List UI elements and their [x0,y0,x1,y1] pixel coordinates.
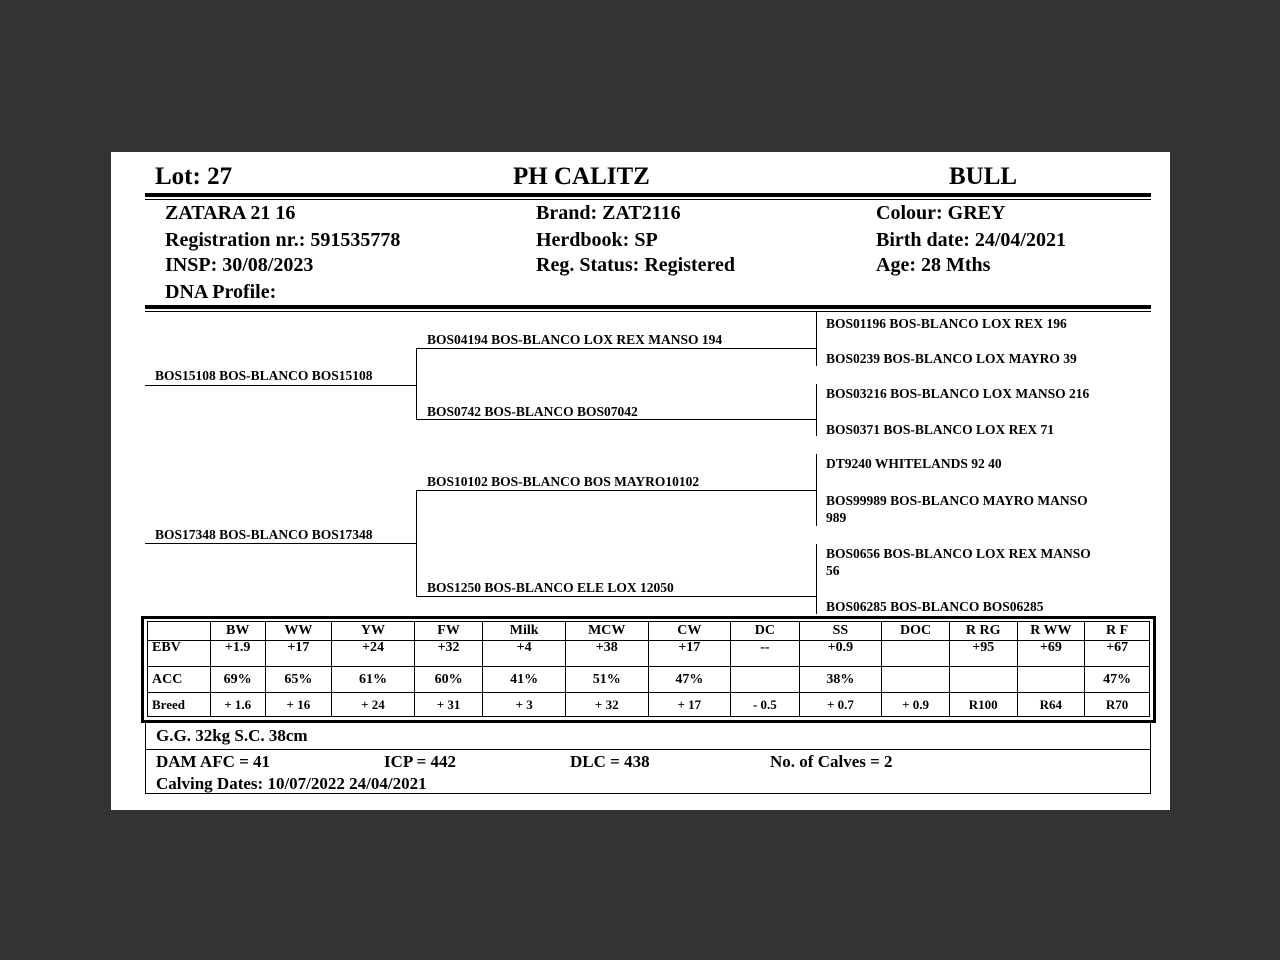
ebv-cell: -- [731,641,800,667]
breed-cell: + 0.7 [799,693,882,717]
ebv-cell: +38 [565,641,648,667]
header-rule-thin [145,199,1151,200]
acc-cell: 61% [332,667,415,693]
ebv-cell: +1.9 [210,641,265,667]
ggp-8: BOS06285 BOS-BLANCO BOS06285 [826,599,1044,614]
ebv-header-cell: MCW [565,622,648,641]
sd-bracket [816,384,817,436]
breed-cell: + 17 [648,693,731,717]
ebv-row [148,641,1150,667]
ggp-3: BOS03216 BOS-BLANCO LOX MANSO 216 [826,386,1090,401]
acc-cell: 69% [210,667,265,693]
acc-row [148,667,1150,693]
ebv-cell: +95 [949,641,1017,667]
ebv-cell: +0.9 [799,641,882,667]
colour: Colour: GREY [876,202,1006,224]
ebv-header-row [148,622,1150,641]
acc-cell: 51% [565,667,648,693]
sire-sire-line [416,348,816,349]
ss-bracket [816,312,817,366]
breed-cell: + 24 [332,693,415,717]
ebv-cell: +32 [414,641,483,667]
ebv-header-cell: R WW [1017,622,1085,641]
ebv-header-cell: Milk [483,622,566,641]
ebv-header-cell: YW [332,622,415,641]
breed-cell: + 31 [414,693,483,717]
dlc: DLC = 438 [570,752,650,771]
header-rule-thick [145,193,1151,197]
ebv-header-cell: R RG [949,622,1017,641]
breed-cell: R70 [1085,693,1150,717]
ebv-header-cell: CW [648,622,731,641]
dam-sire-line [416,490,816,491]
info-rule-thin [145,311,1151,312]
ds-bracket [816,454,817,526]
ebv-header-cell: WW [265,622,332,641]
ebv-header-cell: BW [210,622,265,641]
breed-cell: Breed [148,693,211,717]
animal-name: ZATARA 21 16 [165,202,296,224]
ggp-7-cont: 56 [826,563,840,578]
acc-cell [1017,667,1085,693]
acc-cell: 65% [265,667,332,693]
no-of-calves: No. of Calves = 2 [770,752,893,771]
sire-sire: BOS04194 BOS-BLANCO LOX REX MANSO 194 [427,332,723,347]
breed-cell: + 1.6 [210,693,265,717]
breed-cell: + 16 [265,693,332,717]
breed-cell: - 0.5 [731,693,800,717]
dam-afc: DAM AFC = 41 [156,752,271,771]
registration-status: Reg. Status: Registered [536,254,736,276]
measurements-box [145,722,1151,750]
breed-cell: + 0.9 [882,693,950,717]
dam: BOS17348 BOS-BLANCO BOS17348 [155,527,373,542]
breeder-name: PH CALITZ [513,163,650,190]
ggp-1: BOS01196 BOS-BLANCO LOX REX 196 [826,316,1067,331]
ggp-6: BOS99989 BOS-BLANCO MAYRO MANSO [826,493,1088,508]
ebv-header-cell: SS [799,622,882,641]
acc-cell: 47% [1085,667,1150,693]
herdbook: Herdbook: SP [536,229,658,251]
registration-number: Registration nr.: 591535778 [165,229,401,251]
dna-profile: DNA Profile: [165,281,277,303]
acc-cell: 47% [648,667,731,693]
ebv-cell: +69 [1017,641,1085,667]
breed-cell: + 32 [565,693,648,717]
calving-dates: Calving Dates: 10/07/2022 24/04/2021 [156,774,427,793]
dam-sire: BOS10102 BOS-BLANCO BOS MAYRO10102 [427,474,700,489]
dd-bracket [816,544,817,614]
ebv-cell: +24 [332,641,415,667]
breed-cell: R100 [949,693,1017,717]
ebv-table [141,616,1156,723]
ebv-header-cell: DOC [882,622,950,641]
acc-cell: 38% [799,667,882,693]
inspection-date: INSP: 30/08/2023 [165,254,314,276]
acc-cell [882,667,950,693]
ebv-cell [882,641,950,667]
ebv-cell: +17 [648,641,731,667]
animal-type: BULL [949,163,1018,190]
acc-cell: 41% [483,667,566,693]
ebv-cell: EBV [148,641,211,667]
breed-cell: R64 [1017,693,1085,717]
icp: ICP = 442 [384,752,457,771]
lot-number: Lot: 27 [155,163,233,190]
ebv-cell: +17 [265,641,332,667]
acc-cell: ACC [148,667,211,693]
ggp-7: BOS0656 BOS-BLANCO LOX REX MANSO [826,546,1091,561]
breed-cell: + 3 [483,693,566,717]
ggp-4: BOS0371 BOS-BLANCO LOX REX 71 [826,422,1055,437]
ggp-5: DT9240 WHITELANDS 92 40 [826,456,1002,471]
info-rule-thick [145,305,1151,309]
sire-dam: BOS0742 BOS-BLANCO BOS07042 [427,404,638,419]
dam-dam: BOS1250 BOS-BLANCO ELE LOX 12050 [427,580,674,595]
brand: Brand: ZAT2116 [536,202,681,224]
birth-date: Birth date: 24/04/2021 [876,229,1066,251]
age: Age: 28 Mths [876,254,991,276]
girth-scrotal: G.G. 32kg S.C. 38cm [156,726,308,745]
sire-bracket [416,348,417,420]
dam-box [145,749,1151,794]
ggp-6-cont: 989 [826,510,847,525]
lot-card [111,152,1170,810]
ebv-cell: +4 [483,641,566,667]
sire: BOS15108 BOS-BLANCO BOS15108 [155,368,373,383]
sire-line [145,385,417,386]
breed-row [148,693,1150,717]
sire-dam-line [416,419,816,420]
acc-cell [949,667,1017,693]
dam-bracket [416,490,417,597]
dam-dam-line [416,596,816,597]
ebv-header-cell: DC [731,622,800,641]
ebv-cell: +67 [1085,641,1150,667]
acc-cell [731,667,800,693]
ggp-2: BOS0239 BOS-BLANCO LOX MAYRO 39 [826,351,1077,366]
ebv-header-cell: R F [1085,622,1150,641]
acc-cell: 60% [414,667,483,693]
dam-line [145,543,417,544]
ebv-header-cell [148,622,211,641]
ebv-header-cell: FW [414,622,483,641]
